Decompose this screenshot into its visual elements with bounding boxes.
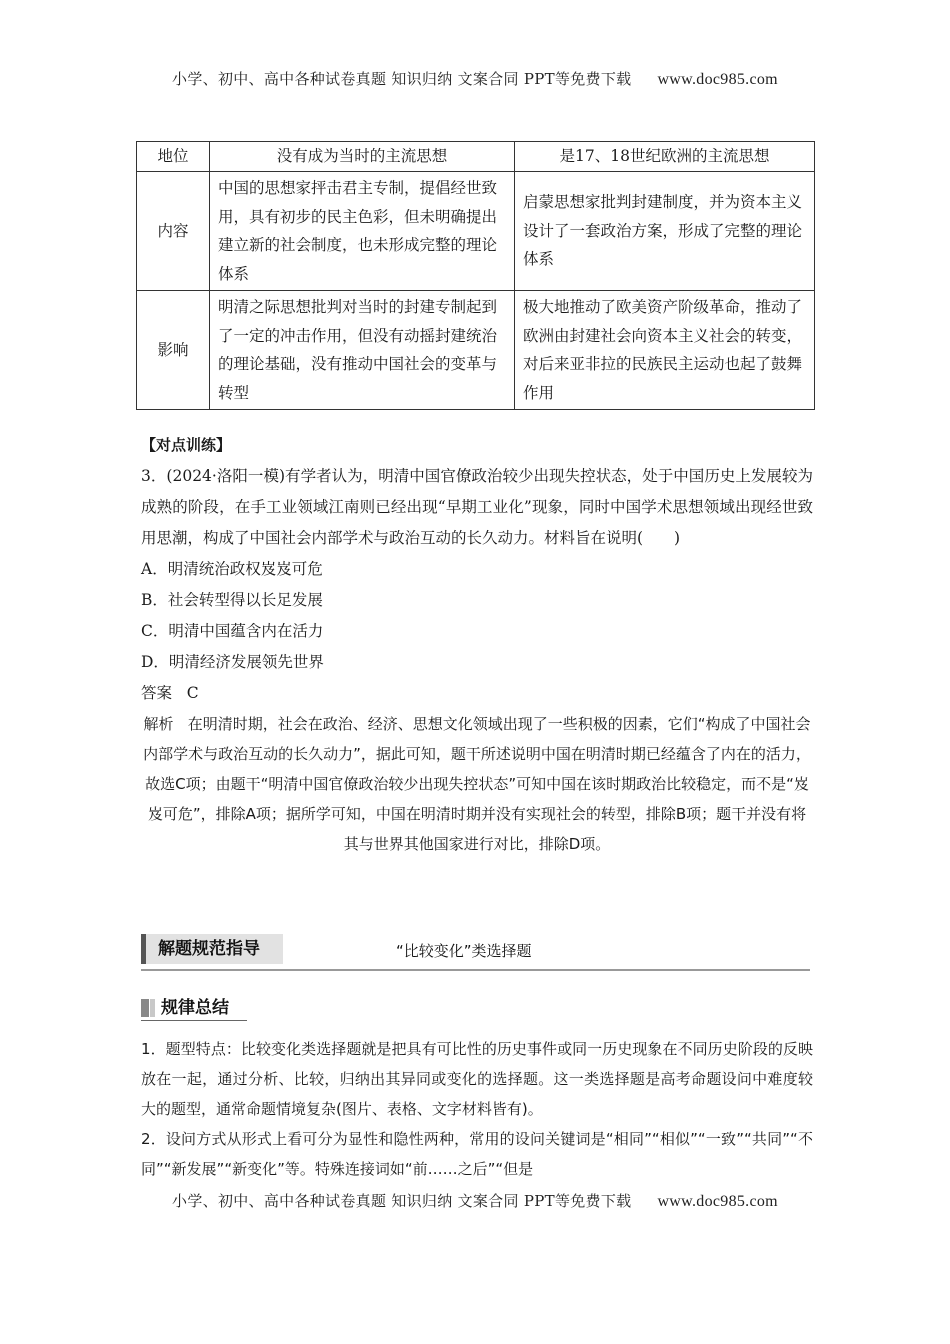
table-row: [137, 142, 815, 172]
answer-line: [141, 678, 813, 709]
rule-item: 1．题型特点：比较变化类选择题就是把具有可比性的历史事件或同一历史现象在不同历史阶段的反映放在一起，通过分析、比较，归纳出其异同或变化的选择题。这一类选择题是高考命题设问中难度较大的题型，通常命题情境复杂(图片、表格、文字材料皆有)。: [141, 1040, 813, 1118]
analysis-paragraph: [141, 709, 813, 859]
bookmark-accent-icon: [150, 999, 155, 1017]
rules-subheading: [141, 996, 247, 1022]
row-label: 影响: [137, 291, 210, 410]
section-divider: [141, 969, 810, 971]
rule-item: 2．设问方式从形式上看可分为显性和隐性两种，常用的设问关键词是“相同”“相似”“一致”“共同”“不同”“新发展”“新变化”等。特殊连接词如“前……之后”“但是: [141, 1130, 813, 1178]
watermark-site: www.doc985.com: [657, 71, 778, 88]
option-d: D．明清经济发展领先世界: [141, 653, 324, 671]
option-c: C．明清中国蕴含内在活力: [141, 622, 324, 640]
heading-underline: [141, 1020, 247, 1021]
practice-heading: 【对点训练】: [141, 436, 232, 454]
answer-value: C: [186, 684, 199, 702]
rules-heading: 规律总结: [161, 998, 229, 1018]
row-label: 地位: [137, 142, 210, 172]
section-title: “比较变化”类选择题: [396, 942, 532, 960]
watermark-text: 小学、初中、高中各种试卷真题 知识归纳 文案合同 PPT等免费下载: [172, 1192, 632, 1210]
europe-cell: 启蒙思想家批判封建制度，并为资本主义设计了一套政治方案，形成了完整的理论体系: [515, 172, 815, 291]
analysis-text: 在明清时期，社会在政治、经济、思想文化领域出现了一些积极的因素，它们“构成了中国社会内部学术与政治互动的长久动力”，据此可知，题干所述说明中国在明清时期已经蕴含了内在的活力，故选C项；由题干“明清中国官僚政治较少出现失控状态”可知中国在该时期政治比较稳定，而不是“岌岌可危”，排除A项；据所学可知，中国在明清时期并没有实现社会的转型，排除B项；题干并没有将其与世界其他国家进行对比，排除D项。: [143, 715, 811, 853]
header-watermark: [0, 68, 950, 89]
answer-label: 答案: [141, 684, 173, 702]
table-row: [137, 291, 815, 410]
option-b: B．社会转型得以长足发展: [141, 591, 323, 609]
bookmark-icon: [141, 999, 149, 1017]
row-label: 内容: [137, 172, 210, 291]
china-cell: 没有成为当时的主流思想: [210, 142, 515, 172]
china-cell: 中国的思想家抨击君主专制，提倡经世致用，具有初步的民主色彩，但未明确提出建立新的社会制度，也未形成完整的理论体系: [210, 172, 515, 291]
watermark-text: 小学、初中、高中各种试卷真题 知识归纳 文案合同 PPT等免费下载: [172, 70, 632, 88]
rules-list: [141, 1034, 813, 1184]
section-tag: 解题规范指导: [141, 934, 283, 964]
analysis-label: 解析: [143, 715, 174, 733]
option-a: A．明清统治政权岌岌可危: [141, 560, 323, 578]
watermark-site: www.doc985.com: [657, 1193, 778, 1210]
section-header: [141, 934, 810, 972]
comparison-table: [136, 141, 815, 410]
europe-cell: 是17、18世纪欧洲的主流思想: [515, 142, 815, 172]
question-text: 3．(2024·洛阳一模)有学者认为，明清中国官僚政治较少出现失控状态，处于中国历史上发展较为成熟的阶段，在手工业领域江南则已经出现“早期工业化”现象，同时中国学术思想领域出现经世致用思潮，构成了中国社会内部学术与政治互动的长久动力。材料旨在说明( ): [141, 467, 813, 547]
table-row: [137, 172, 815, 291]
footer-watermark: [0, 1190, 950, 1211]
practice-section: [141, 430, 813, 859]
europe-cell: 极大地推动了欧美资产阶级革命，推动了欧洲由封建社会向资本主义社会的转变，对后来亚非拉的民族民主运动也起了鼓舞作用: [515, 291, 815, 410]
china-cell: 明清之际思想批判对当时的封建专制起到了一定的冲击作用，但没有动摇封建统治的理论基础，没有推动中国社会的变革与转型: [210, 291, 515, 410]
